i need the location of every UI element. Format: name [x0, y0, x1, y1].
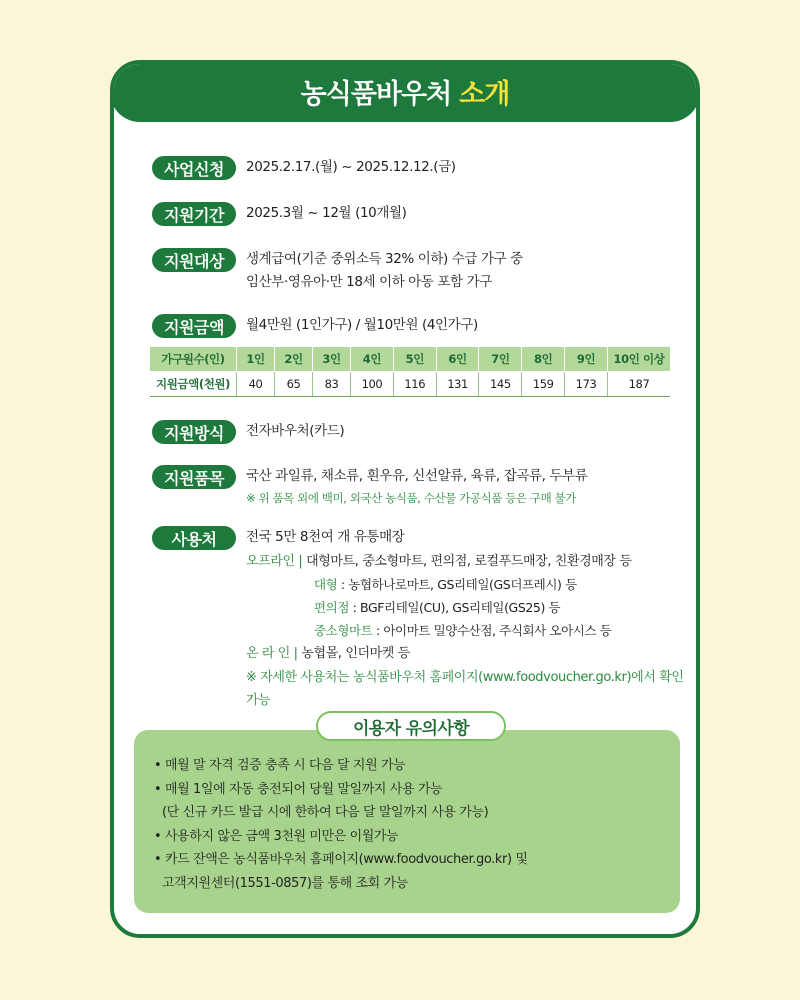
table-cell: 173 — [565, 372, 608, 397]
table-cell: 145 — [479, 372, 522, 397]
method-value: 전자바우처(카드) — [246, 423, 345, 439]
table-col-header: 1인 — [237, 347, 275, 372]
usage-offline — [246, 550, 631, 573]
usage-note: ※ 자세한 사용처는 농식품바우처 홈페이지(www.foodvoucher.go.kr)에서 확인 가능 — [246, 670, 684, 708]
title-accent: 소개 — [459, 78, 510, 110]
table-col-header: 7인 — [479, 347, 522, 372]
table-header-row — [150, 347, 670, 372]
table-col-header: 4인 — [351, 347, 394, 372]
page-title — [110, 60, 700, 122]
mid-value: : 아이마트 밀양수산점, 주식회사 오아시스 등 — [372, 623, 612, 638]
amount-row — [152, 314, 478, 338]
table-cell: 40 — [237, 372, 275, 397]
table-cell: 83 — [313, 372, 351, 397]
usage-online — [246, 642, 410, 665]
table-cell: 187 — [608, 372, 671, 397]
products-row — [152, 465, 587, 508]
application-value: 2025.2.17.(월) ~ 2025.12.12.(금) — [246, 159, 456, 175]
list-item: • 매월 1일에 자동 충전되어 당월 말일까지 사용 가능 — [154, 781, 443, 797]
table-col-header: 2인 — [275, 347, 313, 372]
period-row — [152, 202, 406, 226]
table-cell: 100 — [351, 372, 394, 397]
offline-label: 오프라인 | — [246, 554, 303, 569]
amount-label: 지원금액 — [152, 314, 236, 338]
online-label: 온 라 인 | — [246, 646, 298, 661]
application-label: 사업신청 — [152, 156, 236, 180]
table-col-header: 6인 — [436, 347, 479, 372]
table-col-header: 8인 — [522, 347, 565, 372]
table-col-header: 3인 — [313, 347, 351, 372]
application-row — [152, 156, 456, 180]
list-item: • 매월 말 자격 검증 충족 시 다음 달 지원 가능 — [154, 758, 406, 773]
table-row-header: 지원금액(천원) — [150, 372, 237, 397]
support-amount-table — [150, 347, 670, 397]
large-value: : 농협하나로마트, GS리테일(GS더프레시) 등 — [337, 577, 577, 592]
products-label: 지원품목 — [152, 465, 236, 489]
table-row — [150, 372, 670, 397]
list-item: • 카드 잔액은 농식품바우처 홈페이지(www.foodvoucher.go.kr) 및 — [154, 852, 528, 867]
products-value: 국산 과일류, 채소류, 흰우유, 신선알류, 육류, 잡곡류, 두부류 — [246, 468, 588, 484]
table-cell: 65 — [275, 372, 313, 397]
target-row — [152, 248, 523, 294]
target-line-1: 생계급여(기준 중위소득 32% 이하) 수급 가구 중 — [246, 251, 523, 267]
list-item: (단 신규 카드 발급 시에 한하여 다음 달 말일까지 사용 가능) — [162, 805, 489, 820]
target-line-2: 임산부·영유아·만 18세 이하 아동 포함 가구 — [246, 274, 492, 290]
method-row — [152, 420, 344, 444]
online-value: 농협몰, 인더마켓 등 — [301, 646, 410, 661]
usage-large — [314, 573, 577, 596]
usage-midsize — [314, 619, 611, 642]
list-item: • 사용하지 않은 금액 3천원 미만은 이월가능 — [154, 828, 399, 844]
table-cell: 116 — [393, 372, 436, 397]
usage-convenience — [314, 596, 560, 619]
table-row-header: 가구원수(인) — [150, 347, 237, 372]
usage-row — [152, 526, 404, 550]
method-label: 지원방식 — [152, 420, 236, 444]
table-cell: 131 — [436, 372, 479, 397]
amount-value: 월4만원 (1인가구) / 월10만원 (4인가구) — [246, 317, 478, 333]
title-main: 농식품바우처 — [300, 78, 452, 110]
conv-value: : BGF리테일(CU), GS리테일(GS25) 등 — [349, 600, 561, 615]
products-note: ※ 위 품목 외에 백미, 외국산 농식품, 수산물 가공식품 등은 구매 불가 — [246, 491, 576, 505]
large-label: 대형 — [314, 577, 338, 592]
mid-label: 중소형마트 — [314, 623, 373, 638]
table-col-header: 5인 — [393, 347, 436, 372]
list-item: 고객지원센터(1551-0857)를 통해 조회 가능 — [162, 875, 408, 891]
notice-list — [154, 754, 664, 895]
period-label: 지원기간 — [152, 202, 236, 226]
period-value: 2025.3월 ~ 12월 (10개월) — [246, 205, 407, 221]
offline-value: 대형마트, 중소형마트, 편의점, 로컬푸드매장, 친환경매장 등 — [306, 554, 632, 569]
conv-label: 편의점 — [314, 600, 350, 615]
table-col-header: 9인 — [565, 347, 608, 372]
notice-title: 이용자 유의사항 — [316, 711, 506, 741]
usage-label: 사용처 — [152, 526, 236, 550]
table-cell: 159 — [522, 372, 565, 397]
target-label: 지원대상 — [152, 248, 236, 272]
voucher-info-card — [110, 60, 700, 938]
usage-value: 전국 5만 8천여 개 유통매장 — [246, 529, 405, 545]
table-col-header: 10인 이상 — [608, 347, 671, 372]
